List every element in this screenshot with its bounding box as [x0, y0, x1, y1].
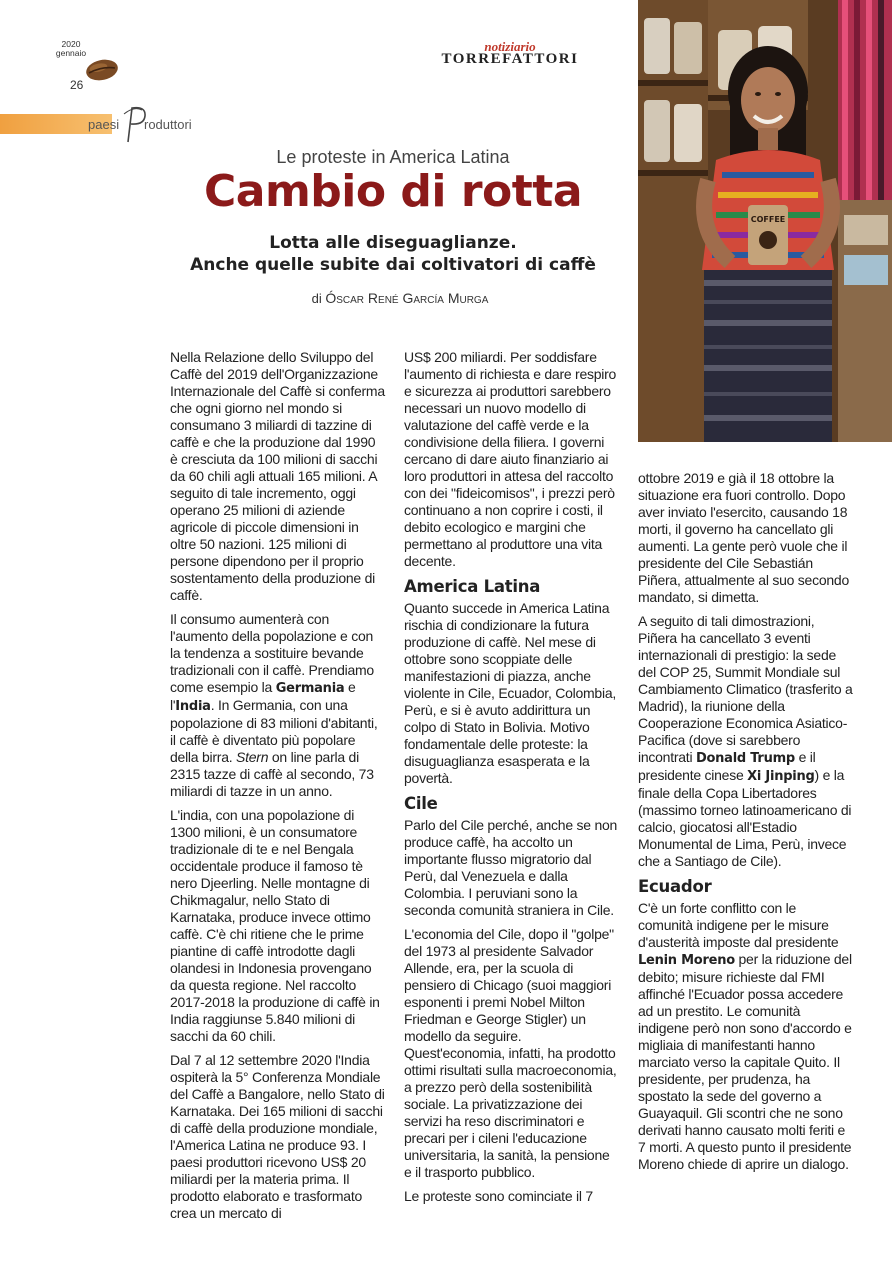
coffee-bean-icon [84, 58, 120, 82]
text-run: C'è un forte conflitto con le comunità indigene per le misure d'austerità imposte dal presidente [638, 900, 839, 950]
text-run: e l' [170, 679, 356, 713]
bold-term: Germania [275, 681, 345, 696]
magazine-logo-top: notiziario [484, 39, 536, 54]
paragraph: L'economia del Cile, dopo il "golpe" del 1973 al presidente Salvador Allende, era, per la scuola di pensiero di Chicago (suoi maggiori esponenti i premi Nobel Milton Friedman e George Stigler) un modello da seguire. Quest'economia, infatti, ha prodotto ottimi risultati sulla macroeconomia, a prezzo però della sostenibilità sociale. La privatizzazione dei servizi ha reso discriminatori e precari per i cileni l'educazione universitaria, la sanità, la pensione e il trasporto pubblico. [404, 926, 617, 1180]
section-label-part2: roduttori [144, 117, 192, 132]
photo-illustration [638, 0, 892, 442]
text-run: Il consumo aumenterà con l'aumento della popolazione e con la tendenza a sostituire bevande tradizionali con il caffè. Prendiamo come esempio la [170, 611, 374, 695]
issue-month: gennaio [55, 48, 87, 58]
heading-cile: Cile [404, 794, 438, 813]
paragraph: Parlo del Cile perché, anche se non produce caffè, ha accolto un importante flusso migratorio dal Perù, dal Venezuela e dalla Colombia. I peruviani sono la seconda comunità straniera in Cile. [404, 817, 618, 918]
article-kicker: Le proteste in America Latina [276, 147, 510, 167]
magazine-logo [440, 40, 580, 66]
paragraph: Nella Relazione dello Sviluppo del Caffè del 2019 dell'Organizzazione Internazionale del Caffè si conferma che ogni giorno nel mondo si consumano 3 miliardi di tazzine di caffè e che la produzione dal 1990 è cresciuta da 100 milioni di sacchi da 60 chili agli attuali 165 milioni. A seguito di tale incremento, oggi operano 25 milioni di aziende agricole di piccole dimensioni in oltre 50 nazioni. 125 milioni di persone dipendono per il proprio sostentamento della produzione di caffè. [170, 349, 385, 603]
paragraph: Dal 7 al 12 settembre 2020 l'India ospiterà la 5° Conferenza Mondiale del Caffè a Bangalore, nello Stato di Karnataka. Dei 165 milioni di sacchi di caffè della produzione mondiale, l'America Latina ne produce 93. I paesi produttori ricevono US$ 20 miliardi per la materia prima. Il prodotto elaborato e trasformato crea un mercato di [170, 1052, 385, 1221]
text-run: on line parla di 2315 tazze di caffè al secondo, 73 miliardi di tazze in un anno. [170, 749, 374, 799]
article-subtitle [150, 232, 636, 276]
magazine-logo-main: TORREFATTORI [441, 51, 579, 67]
article-photo [638, 0, 892, 442]
issue-date [46, 40, 96, 58]
paragraph [638, 613, 854, 870]
coffee-bag-label: COFFEE [750, 215, 786, 224]
italic-term: Stern [236, 749, 269, 765]
text-run: per la riduzione del debito; misure richieste dal FMI affinché l'Ecuador possa accedere ad un prestito. Le comunità indigene però non sono d'accordo e migliaia di manifestanti hanno marciato verso la capitale Quito. Il presidente, per prudenza, ha spostato la sede del governo a Guayaquil. Gli scontri che ne sono derivati hanno causato molti feriti e 7 morti. A questo punto il presidente Moreno chiede di aprire un dialogo. [638, 951, 852, 1172]
paragraph: Le proteste sono cominciate il 7 [404, 1188, 593, 1204]
bold-term: Lenin Moreno [638, 953, 735, 968]
author-name: Óscar René García Murga [325, 290, 489, 306]
paragraph: Quanto succede in America Latina rischia di condizionare la futura produzione di caffè. Nel mese di ottobre sono scoppiate delle manifestazioni di piazza, anche violente in Cile, Ecuador, Colombia, Perù, e si è avuto addirittura un colpo di Stato in Bolivia. Motivo fondamentale delle proteste: la disuguaglianza esasperata e la povertà. [404, 600, 617, 786]
article-title: Cambio di rotta [203, 166, 583, 217]
column-2 [404, 349, 620, 1212]
subtitle-line-2: Anche quelle subite dai coltivatori di caffè [190, 255, 596, 275]
paragraph: ottobre 2019 e già il 18 ottobre la situazione era fuori controllo. Dopo aver inviato l'esercito, causando 18 morti, il governo ha cancellato gli aumenti. La gente però vuole che il presidente del Cile Sebastián Piñera, attualmente al suo secondo mandato, si dimetta. [638, 470, 849, 605]
byline [210, 290, 590, 306]
paragraph [170, 611, 386, 800]
text-run: e il presidente cinese [638, 749, 816, 783]
paragraph: L'india, con una popolazione di 1300 milioni, è un consumatore tradizionale di te e nel Bengala occidentale produce il famoso tè nero Djeerling. Nelle montagne di Chikmagalur, nello Stato di Karnataka, produce invece ottimo caffè. C'è chi ritiene che le prime piantine di caffè introdotte dagli olandesi in Indonesia provengano da questa regione. Nel raccolto 2017-2018 la produzione di caffè in India raggiunse 5.840 milioni di sacchi da 60 chili. [170, 807, 380, 1044]
bold-term: Donald Trump [695, 751, 795, 766]
subtitle-line-1: Lotta alle diseguaglianze. [269, 233, 517, 253]
bold-term: Xi Jinping [747, 769, 815, 784]
bold-term: India [175, 699, 211, 714]
text-run: ) e la finale della Copa Libertadores (massimo torneo latinoamericano di calcio, giocatosi all'Estadio Monumental de Lima, Perù, invece che a Santiago de Cile). [638, 767, 852, 869]
section-label-part1: paesi [88, 117, 120, 132]
issue-year: 2020 [61, 39, 81, 49]
byline-prefix: di [311, 291, 322, 306]
paragraph: US$ 200 miliardi. Per soddisfare l'aumento di richiesta e dare respiro e sicurezza ai produttori sarebbero necessari un nuovo modello di valutazione del caffè verde e la condivisione della filiera. I governi cercano di dare aiuto finanziario ai loro produttori in attesa del raccolto con dei "fideicomisos", i prezzi però continuano a non coprire i costi, il debito ecologico e margini che permettano al produttore una vita decente. [404, 349, 617, 569]
page-number: 26 [70, 78, 84, 92]
text-run: A seguito di tali dimostrazioni, Piñera ha cancellato 3 eventi internazionali di prestigio: la sede del COP 25, Summit Mondiale sul Cambiamento Climatico (trasferito a Madrid), la riunione della Cooperazione Economica Asiatico-Pacifica (dove si sarebbero incontrati [638, 613, 853, 765]
column-1 [170, 349, 386, 1229]
heading-america-latina: America Latina [404, 577, 541, 596]
column-3 [638, 470, 854, 1180]
paragraph [638, 900, 854, 1173]
text-run: . In Germania, con una popolazione di 83 milioni d'abitanti, il caffè è diventato più popolare della birra. [170, 697, 378, 765]
heading-ecuador: Ecuador [638, 877, 712, 896]
